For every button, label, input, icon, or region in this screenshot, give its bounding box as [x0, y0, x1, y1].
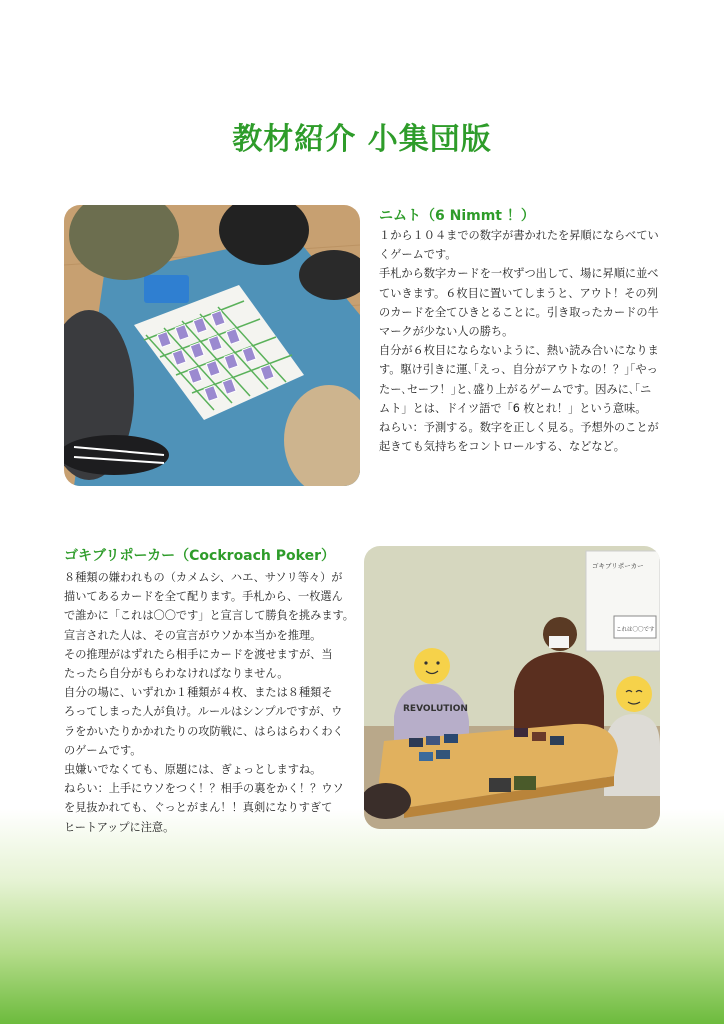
text-line: ラをかいたりかかれたりの攻防戦に、はらはらわくわく — [64, 724, 344, 738]
text-line: たー､セーフ！｣と､盛り上がるゲームです。因みに､｢ニ — [379, 382, 652, 396]
text-line: 宣言された人は、その宣言がウソか本当かを推理。 — [64, 628, 322, 642]
text-line: 手札から数字カードを一枚ずつ出して、場に昇順に並べ — [379, 267, 659, 281]
text-line: ねらい：上手にウソをつく！？相手の裏をかく！？ウソ — [64, 782, 344, 796]
text-line: くゲームです。 — [379, 248, 457, 262]
shirt-text: REVOLUTION — [403, 704, 468, 714]
nimmt-title: ニムト（6 Nimmt ！） — [379, 208, 535, 224]
text-line: たったら自分がもらわなければなりません。 — [64, 667, 289, 681]
text-line: １から１０４までの数字が書かれたを昇順にならべてい — [379, 229, 659, 242]
text-line: を見抜かれても、ぐっとがまん！！真剣になりすぎて — [64, 801, 333, 815]
text-line: す。駆け引きに運､｢えっ、自分がアウトなの！？｣｢やっ — [379, 363, 658, 377]
nimmt-description — [379, 226, 699, 456]
poker-description — [64, 568, 359, 837]
poker-photo — [364, 546, 660, 829]
text-line: その推理がはずれたら相手にカードを渡せますが、当 — [64, 647, 333, 661]
text-line: 起きても気持ちをコントロールする、などなど。 — [379, 440, 625, 454]
text-line: 描いてあるカードを全て配ります。手札から、一枚選ん — [64, 590, 343, 604]
text-line: のゲームです。 — [64, 743, 142, 757]
text-line: 自分の場に、いずれか１種類が４枚、または８種類そ — [64, 686, 333, 700]
text-line: ムト」とは、ドイツ語で「6 枚とれ！」という意味。 — [379, 401, 647, 415]
text-line: ろってしまった人が負け。ルールはシンプルですが、ウ — [64, 705, 343, 719]
text-line: ８種類の嫌われもの（カメムシ、ハエ、サソリ等々）が — [64, 571, 343, 584]
whiteboard-note: これは〇〇です — [616, 627, 655, 633]
text-line: 自分が６枚目にならないように、熱い読み合いになりま — [379, 344, 659, 358]
text-line: 虫嫌いでなくても、原題には、ぎょっとしますね。 — [64, 763, 322, 777]
text-line: マークが少ない人の勝ち。 — [379, 325, 514, 339]
text-line: ていきます。６枚目に置いてしまうと、アウト！その列 — [379, 286, 658, 300]
text-line: ねらい：予測する。数字を正しく見る。予想外のことが — [379, 421, 659, 435]
nimmt-photo — [64, 205, 360, 486]
poker-title: ゴキブリポーカー（Cockroach Poker） — [64, 548, 335, 564]
text-line: で誰かに「これは〇〇です」と宣言して勝負を挑みます。 — [64, 609, 354, 623]
text-line: のカードを全てひきとることに。引き取ったカードの牛 — [379, 305, 659, 319]
whiteboard-title: ゴキブリポーカー — [592, 562, 644, 570]
text-line: ヒートアップに注意。 — [64, 820, 175, 834]
page-title: 教材紹介 小集団版 — [232, 122, 492, 157]
